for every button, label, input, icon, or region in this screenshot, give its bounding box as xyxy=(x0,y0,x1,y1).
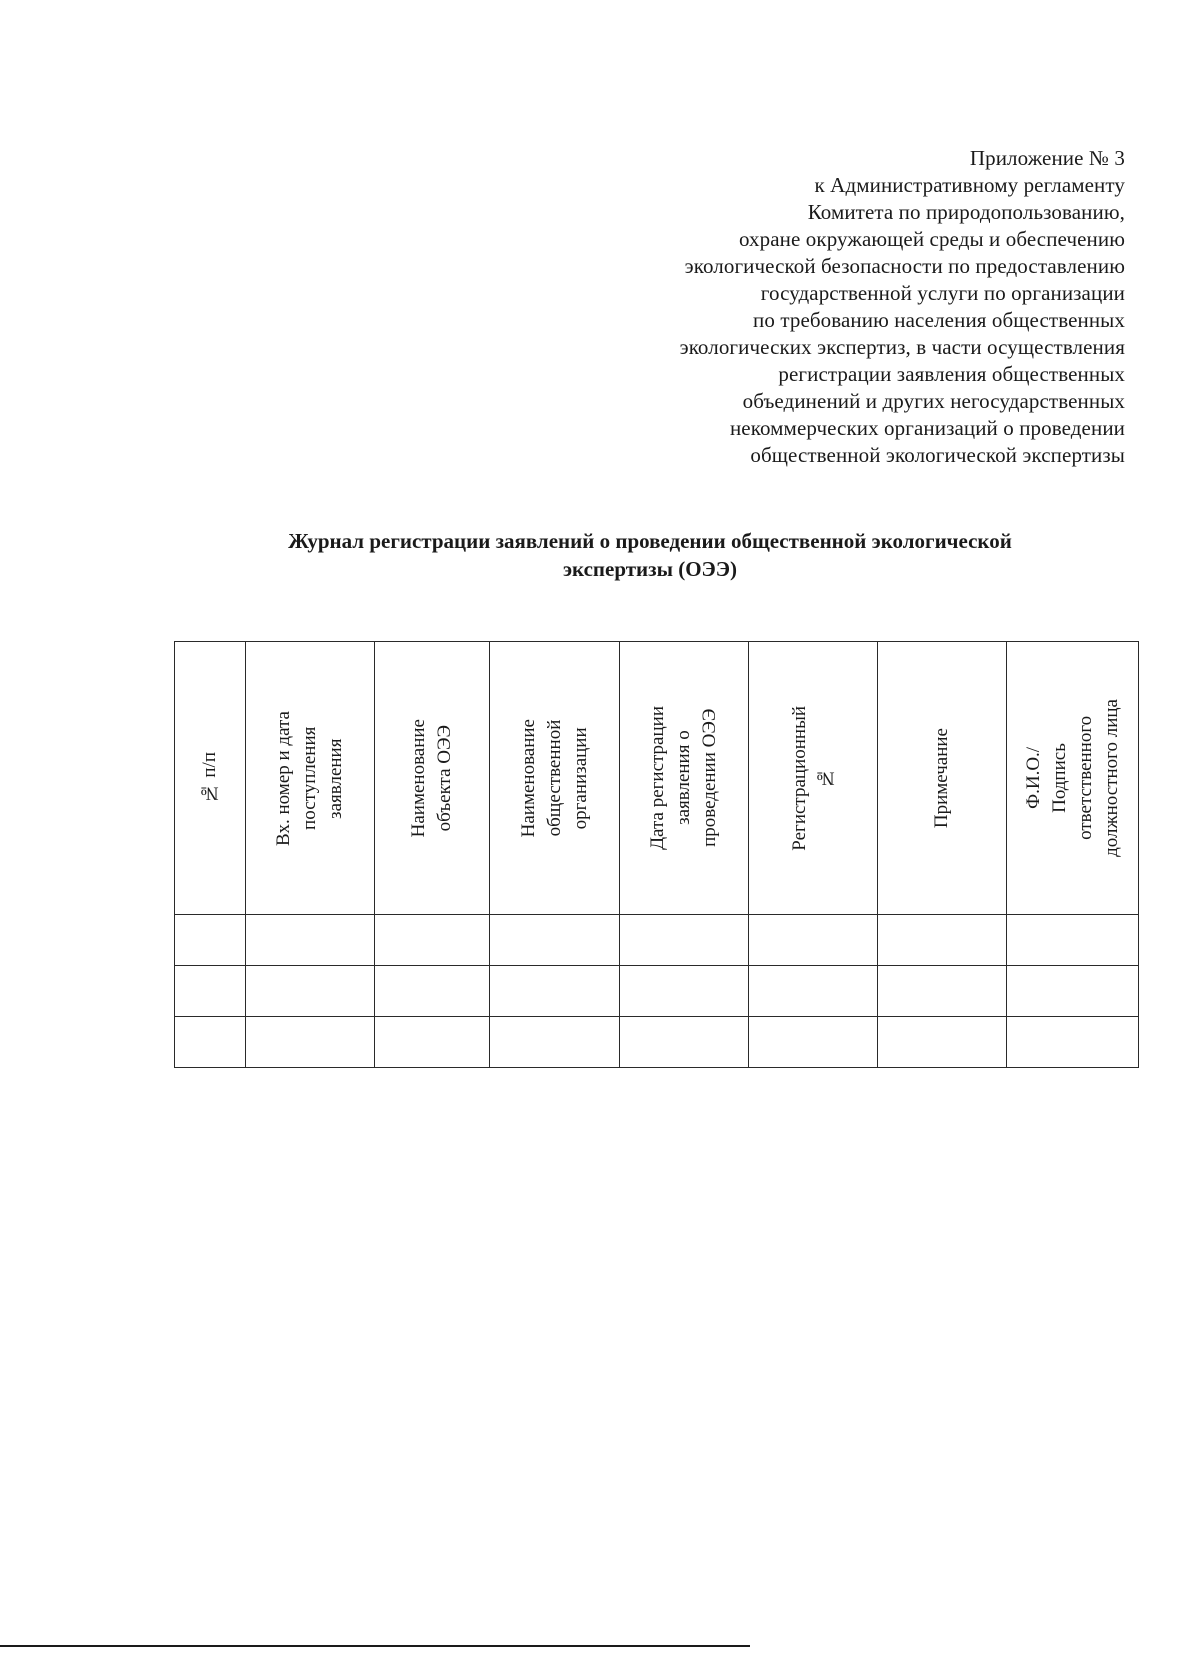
header-registration-number-label: Регистрационный № xyxy=(789,705,836,851)
table-cell xyxy=(375,915,490,966)
table-cell xyxy=(490,1017,620,1068)
table-cell xyxy=(490,915,620,966)
appendix-line: Комитета по природопользованию, xyxy=(807,200,1125,224)
table-cell xyxy=(878,966,1007,1017)
table-cell xyxy=(246,915,375,966)
table-cell xyxy=(1007,1017,1139,1068)
header-responsible-signature xyxy=(1007,642,1139,915)
table-row xyxy=(175,915,1139,966)
appendix-line: Приложение № 3 xyxy=(969,146,1125,170)
header-responsible-signature-label: Ф.И.О./ Подпись ответственного должностного лица xyxy=(1022,699,1122,857)
header-incoming-number-date xyxy=(246,642,375,915)
header-registration-date-label: Дата регистрации заявления о проведении ОЭЭ xyxy=(647,706,720,850)
table-cell xyxy=(175,1017,246,1068)
appendix-line: государственной услуги по организации xyxy=(760,281,1125,305)
header-number xyxy=(175,642,246,915)
header-incoming-number-date-label: Вх. номер и дата поступления заявления xyxy=(273,710,346,846)
table-cell xyxy=(375,1017,490,1068)
header-note xyxy=(878,642,1007,915)
table-cell xyxy=(749,1017,878,1068)
table-cell xyxy=(1007,966,1139,1017)
header-organization-name-label: Наименование общественной организации xyxy=(517,718,591,838)
table-cell xyxy=(490,966,620,1017)
document-title xyxy=(170,527,1130,583)
table-cell xyxy=(620,1017,749,1068)
header-object-name xyxy=(375,642,490,915)
table-cell xyxy=(878,915,1007,966)
appendix-line: объединений и других негосударственных xyxy=(742,389,1125,413)
table-cell xyxy=(246,1017,375,1068)
table-cell xyxy=(1007,915,1139,966)
header-organization-name xyxy=(490,642,620,915)
appendix-line: регистрации заявления общественных xyxy=(778,362,1125,386)
appendix-line: охране окружающей среды и обеспечению xyxy=(738,227,1125,251)
table-cell xyxy=(620,966,749,1017)
registration-journal-table xyxy=(174,641,1139,1068)
appendix-line: по требованию населения общественных xyxy=(753,308,1125,332)
appendix-line: экологических экспертиз, в части осуществления xyxy=(679,335,1125,359)
appendix-block xyxy=(565,145,1125,469)
table-cell xyxy=(749,966,878,1017)
header-number-label: № п/п xyxy=(199,752,220,804)
table-cell xyxy=(246,966,375,1017)
document-title-line-1: Журнал регистрации заявлений о проведении общественной экологической xyxy=(288,529,1012,553)
table-row xyxy=(175,966,1139,1017)
page-bottom-rule xyxy=(0,1645,750,1647)
table-row xyxy=(175,1017,1139,1068)
table-cell xyxy=(175,966,246,1017)
table-cell xyxy=(620,915,749,966)
header-object-name-label: Наименование объекта ОЭЭ xyxy=(408,718,455,838)
document-title-line-2: экспертизы (ОЭЭ) xyxy=(562,557,738,581)
header-note-label: Примечание xyxy=(931,727,952,829)
appendix-line: некоммерческих организаций о проведении xyxy=(729,416,1125,440)
table-header-row xyxy=(175,642,1139,915)
appendix-line: к Административному регламенту xyxy=(814,173,1125,197)
table-cell xyxy=(878,1017,1007,1068)
header-registration-date xyxy=(620,642,749,915)
header-registration-number xyxy=(749,642,878,915)
table-cell xyxy=(175,915,246,966)
appendix-line: экологической безопасности по предоставлению xyxy=(684,254,1125,278)
table-cell xyxy=(749,915,878,966)
appendix-line: общественной экологической экспертизы xyxy=(750,443,1125,467)
table-cell xyxy=(375,966,490,1017)
